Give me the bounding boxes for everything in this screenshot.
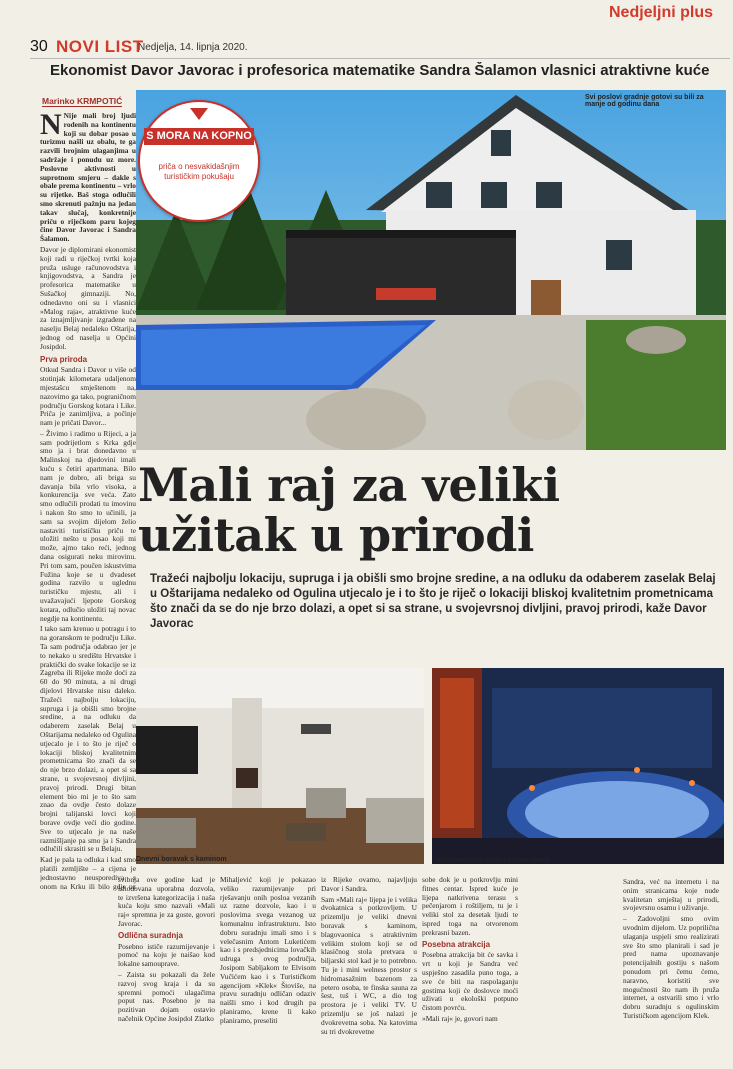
series-badge [138, 100, 260, 222]
intro-paragraph [40, 112, 136, 244]
paragraph: Davor je diplomirani ekonomist koji radi u riječkoj tvrtki koja pruža usluge računovodstva i knjigovodstva, a Sandra je profesorica matematike u Sušačkoj gimnaziji. No, odnedavno oni su i vlasnici »Malog raja«, atraktivne kuće za iznajmljivanje izgrađene na naselju Belaj nedaleko Oštarija, jednog od naselja u Općini Josipdol. [40, 244, 136, 351]
top-band [0, 0, 733, 36]
badge-title: S MORA NA KOPNO [144, 128, 254, 145]
top-headline: Ekonomist Davor Javorac i profesorica matematike Sandra Šalamon vlasnici atraktivne kuće [50, 62, 710, 79]
left-column [40, 112, 136, 892]
living-room-photo [136, 668, 424, 864]
subheading: Prva priroda [40, 354, 88, 364]
issue-date: Nedjelja, 14. lipnja 2020. [138, 42, 248, 53]
paragraph: Otkud Sandra i Davor u više od stotinjak kilometara udaljenom mjestašcu smještenom na, nazovimo ga tako, pograničnom području Gorskog kotara i Like. Priča je zanimljiva, a počinje nam je pričati Davor... [40, 365, 136, 428]
photo-caption: Svi poslovi gradnje gotovi su bili za manje od godinu dana [585, 94, 704, 108]
living-room-caption: Dnevni boravak s kaminom [136, 856, 227, 863]
arrow-down-icon [190, 108, 208, 120]
paragraph: Sandra, već na internetu i na onim stranicama koje nude kvalitetan smještaj u prirodi, svojevrsnu osamu i uživanje. [623, 878, 719, 913]
headline-line-1: Mali raj za veliki [138, 458, 560, 512]
paragraph: – Zaista su pokazali da žele razvoj svog kraja i da su spremni pomoći ulagačima poput nas. Posebno je na pozitivan dojam ostavio načelnik Općine Josipdol Zlatko [118, 969, 215, 1023]
paragraph: Mihaljević koji je pokazao veliko razumijevanje pri rješavanju onih posloa vezanih uz razne dozvole, kao i u poslovima svega vezanog uz komunalnu infrastrukturu. Isto dobru suradnju imali smo i s velečasnim Antom Luketićem kao i s predsjednicima lovačkih udruga s ovog područja, Josipom Sabljakom te Elvisom Vučićem kao i s Turističkom agencijom »Klek« Štoviše, na pravu suradnju odličan odaziv naišli smo i kod drugih pa planiramo, krene li kako planiramo, preseliti [220, 876, 316, 1025]
newspaper-name: NOVI LIST [56, 37, 144, 56]
body-column-2 [118, 876, 215, 1066]
body-column-5 [422, 876, 518, 1066]
paragraph: – Zadovoljni smo ovim uvodnim dijelom. Uz poprilična ulaganja uspjeli smo realizirati sve što smo planirali i sad je pred nama upoznavanje potencijalnih gostiju s našom ponudom pri čemu ćemo, naravno, koristiti sve mogućnosti što nam ih pruža internet, a ostvarili smo i vrlo dobru suradnju s ogulinskim Turističkom agencijom Klek. [623, 914, 719, 1020]
main-headline [138, 460, 728, 560]
paragraph: – Živimo i radimo u Rijeci, a ja sam podrijetlom s Krka gdje smo ja i brat donedavno u Malinskoj na djedovini imali kuću s četiri apartmana. Bilo nam je dobro, ali briga su davanja bila vrlo visoka, a konkurencija sve veća. Zato smo odlučili prodati tu imovinu i nakon što smo to učinili, ja sam sa svojim dijelom želio nastaviti turističku priču te uložiti nešto u posao koji mi može, ajmo tako reći, jednog dana osigurati neku mirovinu. Pri tom sam, poučen iskustvima Fužina koje se u dvadeset godina razvilo u uglednu turističku mjestu, ali i uvažavajući ljepote Gorskog kotara, odlučio uložiti taj novac negdje na kontinentu. [40, 428, 136, 623]
body-column-3 [220, 876, 316, 1066]
paragraph: Posebno ističe razumijevanje i pomoć na koju je naišao kod lokalne samouprave. [118, 941, 215, 969]
section-label: Nedjeljni plus [608, 4, 713, 21]
paragraph: sobe dok je u potkrovlju mini fitnes centar. Ispred kuće je lijepa natkrivena terasu s pečenjarom i roštiljem, tu je i veliki stol za desetak ljudi te ispred toga na otvorenom prekrasni bazen. [422, 876, 518, 937]
sauna-illustration [432, 668, 724, 864]
subheading: Odlična suradnja [118, 930, 183, 940]
body-column-4 [321, 876, 417, 1066]
paragraph: Posebna atrakcija bit će savka i vrt u koji je Sandra već uspješno zasadila puno toga, a sve će biti na raspolaganju gostima koji će doslovce moći uživati u ekološki potpuno čistom povrću. [422, 950, 518, 1013]
intro-text: Nije mali broj ljudi rodenih na kontinentu koji su dobar posao u turizmu našli uz obalu, te ga razvili brojnim ulaganjima u sadržaje i ponudu uz more. Poslovne aktivnosti u suprotnom smjeru – dakle s obale prema kontinentu – vrlo su rijetke. Baš stoga odlučili smo skrenuti pažnju na jedan takav slučaj, konkretnije priču o riječkom paru kojeg čine Davor Javorac i Sandra Šalamon. [40, 112, 136, 244]
sauna-photo [432, 668, 724, 864]
page-number: 30 [30, 38, 48, 55]
badge-subtitle: priča o nesvakidašnjim turističkim pokušaju [158, 162, 240, 181]
paragraph: »Mali raj« je, govori nam [422, 1013, 498, 1023]
paragraph: iz Rijeke ovamo, najavljuju Davor i Sandra. [321, 876, 417, 893]
subheading: Posebna atrakcija [422, 939, 491, 949]
paragraph: Kad je pala ta odluka i kad smo platili zemljište – a cijena je jednostavno neusporediva s onom na Krku ili bilo gdje uz [40, 855, 136, 891]
byline: Marinko KRMPOTIĆ [42, 96, 123, 106]
headline-line-2: užitak u prirodi [138, 508, 534, 562]
paragraph: svibnja ove godine kad je ishodovana uporabna dozvola, te izvršena kategorizacija i naša kuća koju smo nazvali »Mali raj« spremna je za goste, govori Javorac. [118, 876, 215, 928]
living-room-illustration [136, 668, 424, 864]
page-header [30, 36, 730, 59]
paragraph: I tako sam krenuo u potragu i to na goranskom te području Like. Ta sam područja odabrao jer je to nekako u središtu Hrvatske i praktički do svake lokacije se iz Zagreba ili Rijeke može doći za 60 do 90 minuta, a ni drugi dijelovi Hrvatske nisu daleko. Tražeći najbolju lokaciju, supruga i ja obišli smo brojne sredine, a na odluku da odaberem zaselak Belaj u Oštarijama nedaleko od Ogulina utjecalo je i to što je riječ o lokaciji bliskoj kvalitetnim prometnicama što znači da se do nje brzo dolazi, a opet si sa strane, u svojevrsnoj divljini, pravoj prirodi. Drugi bitan element bio mi je to što sam znao da ovdje često dolaze brojni talijanski lovci koji borave ovdje veći dio godine. Sve to utjecalo je na naše razmišljanje pa smo ja i Sandra odlučili skrasiti se u Belaju. [40, 624, 136, 854]
paragraph: Sam »Mali raj« lijepa je i velika dvokatnica s potkrovljem. U prizemlju je veliki dnevni boravak s kaminom, blagovaonica s atraktivnim velikim stolom koji se od klasičnog stola pretvara u biljarski stol kad je to potrebno. Tu je i mini welness prostor s hidromasažnim bazenom za petero osoba, te finska sauna za šest, tuš i WC, a dio tog prostora je i veliki TV. U prizemlju se još nalazi je dvokrevetna soba. Na katovima su tri dvokrevetne [321, 894, 417, 1036]
drop-cap: N [40, 112, 62, 141]
body-column-6 [623, 878, 719, 1068]
lead-paragraph: Tražeći najbolju lokaciju, supruga i ja obišli smo brojne sredine, a na odluku da odaberem zaselak Belaj u Oštarijama nedaleko od Ogulina utjecalo je i to što je riječ o lokaciji bliskoj kvalitetnim prometnicama što znači da se do nje brzo dolazi, a opet si sa strane, u svojevrsnoj divljini, pravoj prirodi, kaže Davor Javorac [150, 573, 716, 630]
sauna-caption: Hidromasažna kada i finska sauna [436, 857, 550, 864]
